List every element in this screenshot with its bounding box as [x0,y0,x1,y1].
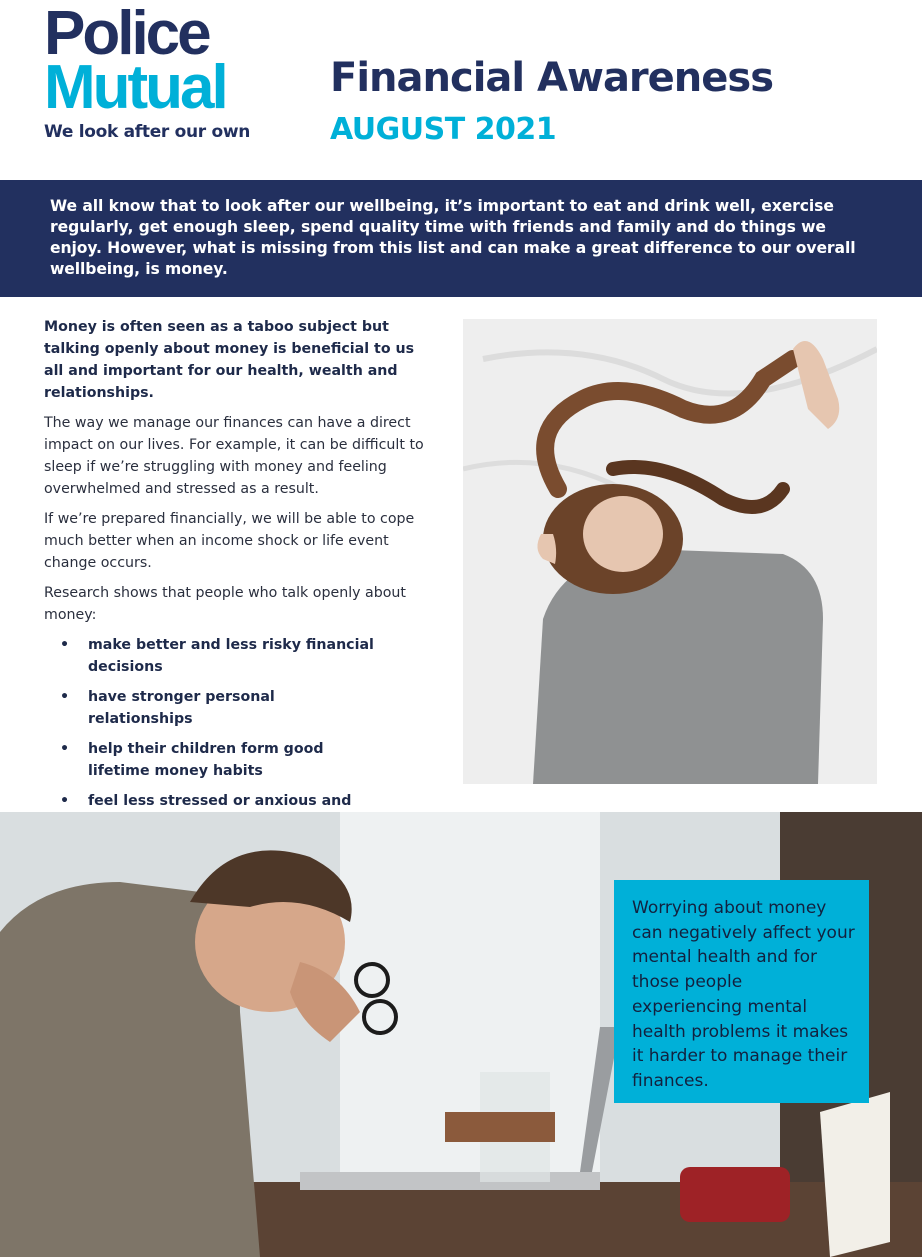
list-item: • feel less stressed or anxious and [44,790,378,834]
logo-tagline: We look after our own [44,122,251,142]
paragraph-finances-impact: The way we manage our finances can have a direct impact on our lives. For example, it can be difficult to sleep if we’re struggling with money and feeling overwhelmed and stressed as a result. [44,415,424,497]
woman-lying-on-bed-photo [463,319,877,784]
logo-word-mutual: Mutual [44,53,226,122]
body-text-column [44,316,436,842]
list-item: • make better and less risky financial decisions [44,634,378,678]
benefits-list [44,634,436,834]
page-title: Financial Awareness [330,55,774,101]
list-item: • have stronger personal relationships [44,686,378,730]
woman-on-bed-illustration [463,319,877,784]
lead-paragraph: Money is often seen as a taboo subject but talking openly about money is beneficial to us all and important for our health, wealth and relationships. [44,319,415,401]
page-subtitle: AUGUST 2021 [330,112,557,147]
mental-health-callout [614,880,869,1103]
intro-text: We all know that to look after our wellbeing, it’s important to eat and drink well, exercise regularly, get enough sleep, spend quality time with friends and family and do things we enjoy. However, what is missing from this list and can make a great difference to our overall wellbeing, is money. [50,197,856,278]
paragraph-research: Research shows that people who talk openly about money: [44,585,406,623]
paragraph-prepared: If we’re prepared financially, we will be able to cope much better when an income shock or life event change occurs. [44,511,415,571]
callout-text: Worrying about money can negatively affect your mental health and for those people experiencing mental health problems it makes it harder to manage their finances. [632,898,855,1091]
intro-banner [0,180,922,297]
police-mutual-logo [44,0,284,142]
logo-word-police: Police [44,0,209,68]
list-item: • help their children form good lifetime money habits [44,738,378,782]
